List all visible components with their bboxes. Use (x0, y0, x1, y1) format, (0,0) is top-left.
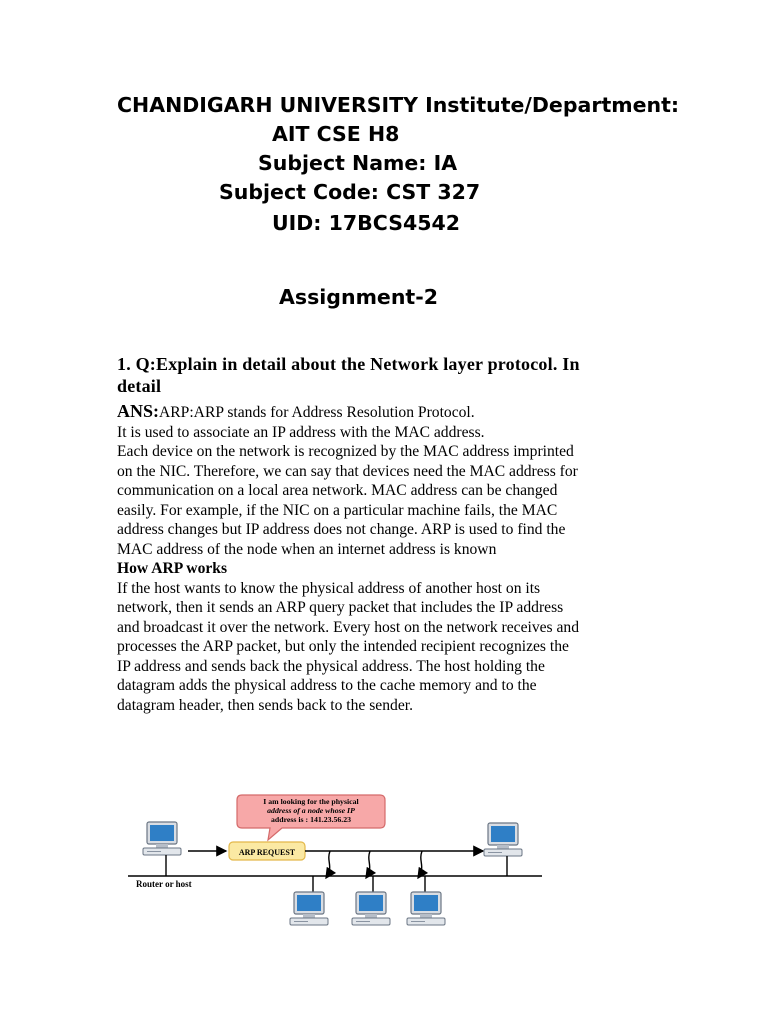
question-line: detail (117, 376, 162, 396)
works-line: network, then it sends an ARP query packet that includes the IP address (117, 599, 564, 616)
answer-line: easily. For example, if the NIC on a particular machine fails, the MAC (117, 501, 558, 519)
arp-request-label: ARP REQUEST (238, 848, 296, 857)
works-line: datagram adds the physical address to the cache memory and to the (117, 677, 537, 694)
computer-icon (407, 892, 445, 925)
callout-line: address is : 141.23.56.23 (271, 815, 351, 824)
answer-line: Each device on the network is recognized by the MAC address imprinted (117, 443, 574, 460)
works-line: IP address and sends back the physical address. The host holding the (117, 657, 545, 675)
callout-line: I am looking for the physical (263, 797, 359, 806)
assignment-title: Assignment-2 (279, 285, 438, 309)
subheading-how-arp-works: How ARP works (117, 560, 228, 577)
answer-line: on the NIC. Therefore, we can say that devices need the MAC address for (117, 462, 578, 480)
works-line: If the host wants to know the physical address of another host on its (117, 579, 541, 597)
answer-line: address changes but IP address does not change. ARP is used to find the (117, 521, 566, 538)
department-name: AIT CSE H8 (272, 122, 400, 146)
works-line: processes the ARP packet, but only the intended recipient recognizes the (117, 638, 569, 655)
works-line: datagram header, then sends back to the sender. (117, 696, 413, 714)
subject-name: Subject Name: IA (258, 151, 458, 175)
computer-icon (484, 823, 522, 856)
broadcast-drop-arrow (418, 851, 422, 878)
callout-line: address of a node whose IP (267, 806, 355, 815)
broadcast-drop-arrow (326, 851, 330, 878)
answer-line: ARP:ARP stands for Address Resolution Protocol. (159, 404, 475, 421)
answer-line: MAC address of the node when an internet address is known (117, 540, 497, 558)
answer-line: communication on a local area network. MAC address can be changed (117, 482, 558, 499)
broadcast-drop-arrow (366, 851, 370, 878)
answer-keyword: ANS: (117, 401, 160, 421)
student-uid: UID: 17BCS4542 (272, 211, 461, 235)
question-line: 1. Q:Explain in detail about the Network layer protocol. In (117, 354, 580, 374)
subject-code: Subject Code: CST 327 (219, 180, 481, 204)
works-line: and broadcast it over the network. Every host on the network receives and (117, 618, 580, 636)
computer-icon (290, 892, 328, 925)
computer-icon (143, 822, 181, 855)
answer-line: It is used to associate an IP address with the MAC address. (117, 423, 485, 441)
university-title: CHANDIGARH UNIVERSITY Institute/Department: (117, 93, 680, 117)
bus-label: Router or host (136, 879, 192, 889)
computer-icon (352, 892, 390, 925)
